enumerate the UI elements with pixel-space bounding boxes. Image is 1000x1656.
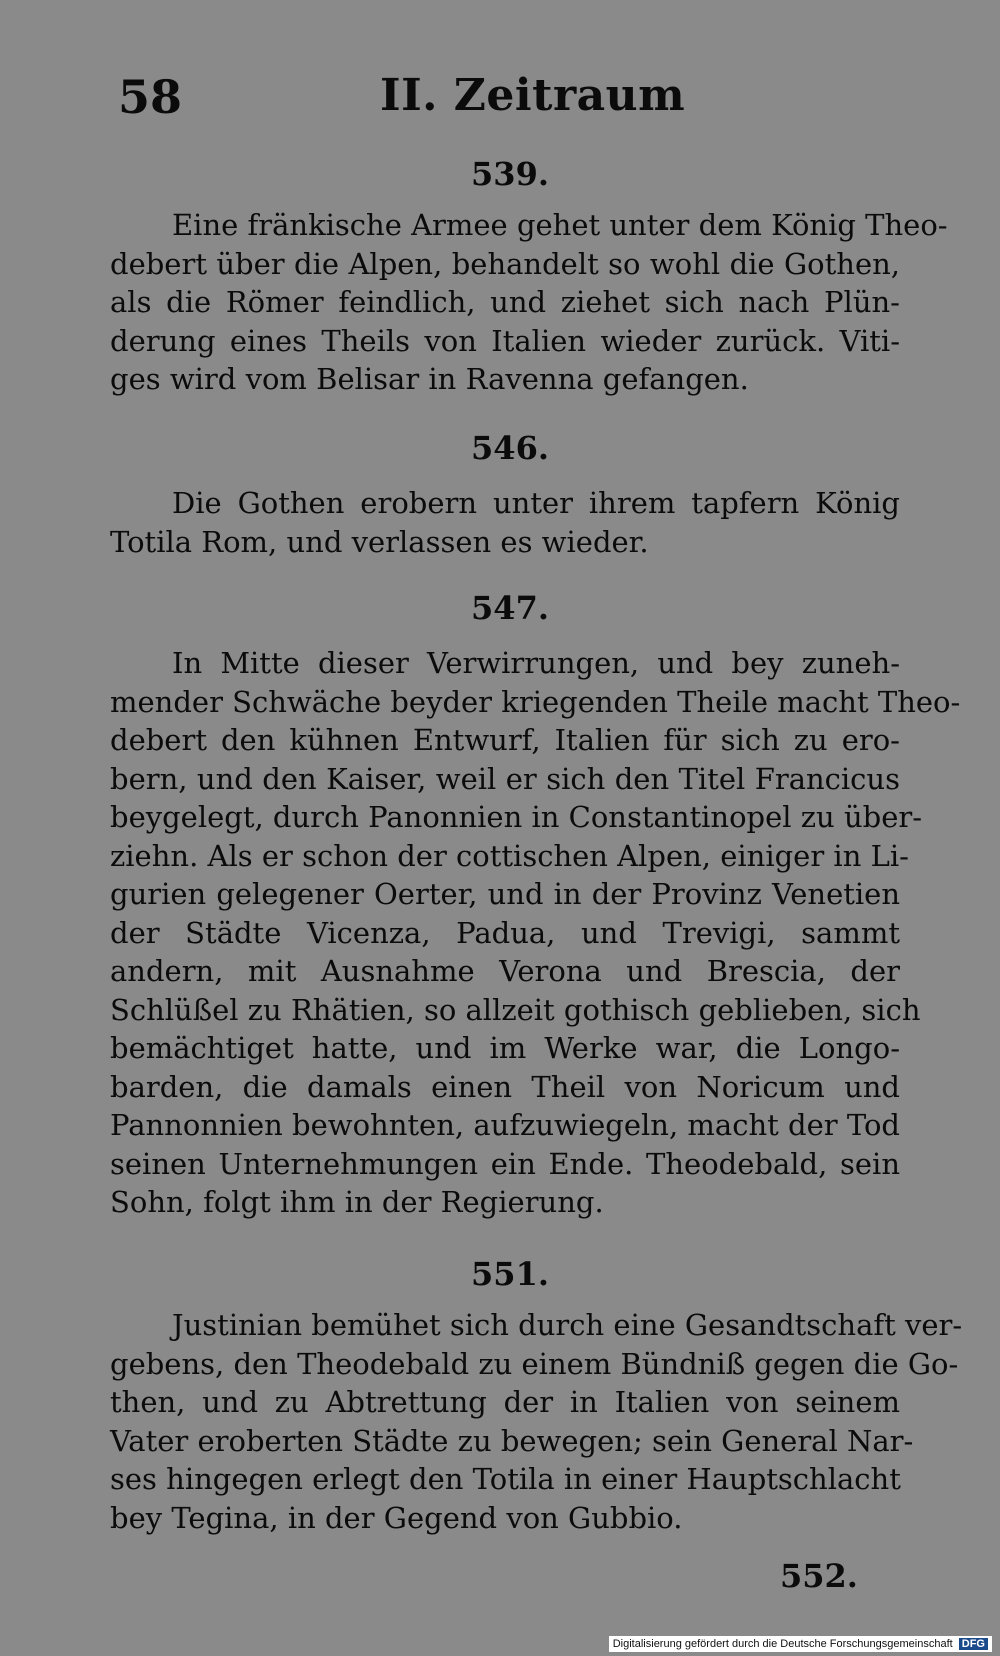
entry-line: bemächtiget hatte, und im Werke war, die Longo- [110,1031,900,1065]
entry-line: gurien gelegener Oerter, und in der Provinz Venetien [110,877,900,911]
entry-line: Totila Rom, und verlassen es wieder. [110,524,649,559]
entry-line: beygelegt, durch Panonnien in Constantinopel zu über- [110,800,923,834]
entry-line: barden, die damals einen Theil von Noricum und [110,1069,900,1104]
entry-line: Justinian bemühet sich durch eine Gesandtschaft ver- [172,1308,963,1342]
entry-line: In Mitte dieser Verwirrungen, und bey zuneh- [172,646,900,680]
entry-line: andern, mit Ausnahme Verona und Brescia, der [110,954,900,988]
year-heading-539: 539. [471,155,549,193]
catchword: 552. [780,1557,858,1595]
digitization-footer [609,1636,992,1652]
entry-line: bern, und den Kaiser, weil er sich den Titel Francicus [110,761,900,796]
entry-line: debert den kühnen Entwurf, Italien für sich zu ero- [110,723,900,757]
entry-line: Schlüßel zu Rhätien, so allzeit gothisch geblieben, sich [110,992,921,1027]
entry-line: Vater eroberten Städte zu bewegen; sein General Nar- [110,1423,914,1458]
entry-line: ges wird vom Belisar in Ravenna gefangen. [110,362,749,396]
entry-line: Pannonnien bewohnten, aufzuwiegeln, macht der Tod [110,1108,900,1142]
footer-text: Digitalisierung gefördert durch die Deutsche Forschungsgemeinschaft [612,1637,953,1650]
entry-line: Die Gothen erobern unter ihrem tapfern König [172,486,900,520]
entry-line: Eine fränkische Armee gehet unter dem König Theo- [172,208,948,242]
running-head: II. Zeitraum [380,70,686,121]
entry-line: derung eines Theils von Italien wieder zurück. Viti- [110,323,900,358]
page-number: 58 [118,70,183,124]
entry-551 [110,1306,963,1537]
entry-539 [110,206,948,399]
entry-547 [110,644,961,1222]
year-heading-547: 547. [471,589,549,627]
dfg-logo: DFG [959,1638,988,1650]
entry-line: der Städte Vicenza, Padua, und Trevigi, sammt [110,915,900,950]
entry-line: bey Tegina, in der Gegend von Gubbio. [110,1500,683,1535]
entry-line: mender Schwäche beyder kriegenden Theile macht Theo- [110,684,961,719]
entry-line: Sohn, folgt ihm in der Regierung. [110,1185,604,1219]
entry-line: ziehn. Als er schon der cottischen Alpen, einiger in Li- [110,838,909,873]
year-heading-551: 551. [471,1255,549,1293]
entry-line: ses hingegen erlegt den Totila in einer Hauptschlacht [110,1462,901,1496]
entry-546 [110,484,900,561]
entry-line: gebens, den Theodebald zu einem Bündniß gegen die Go- [110,1346,959,1381]
entry-line: als die Römer feindlich, und ziehet sich nach Plün- [110,285,900,319]
entry-line: debert über die Alpen, behandelt so wohl die Gothen, [110,246,900,281]
entry-line: then, und zu Abtrettung der in Italien von seinem [110,1385,900,1419]
entry-line: seinen Unternehmungen ein Ende. Theodebald, sein [110,1146,900,1181]
year-heading-546: 546. [471,429,549,467]
